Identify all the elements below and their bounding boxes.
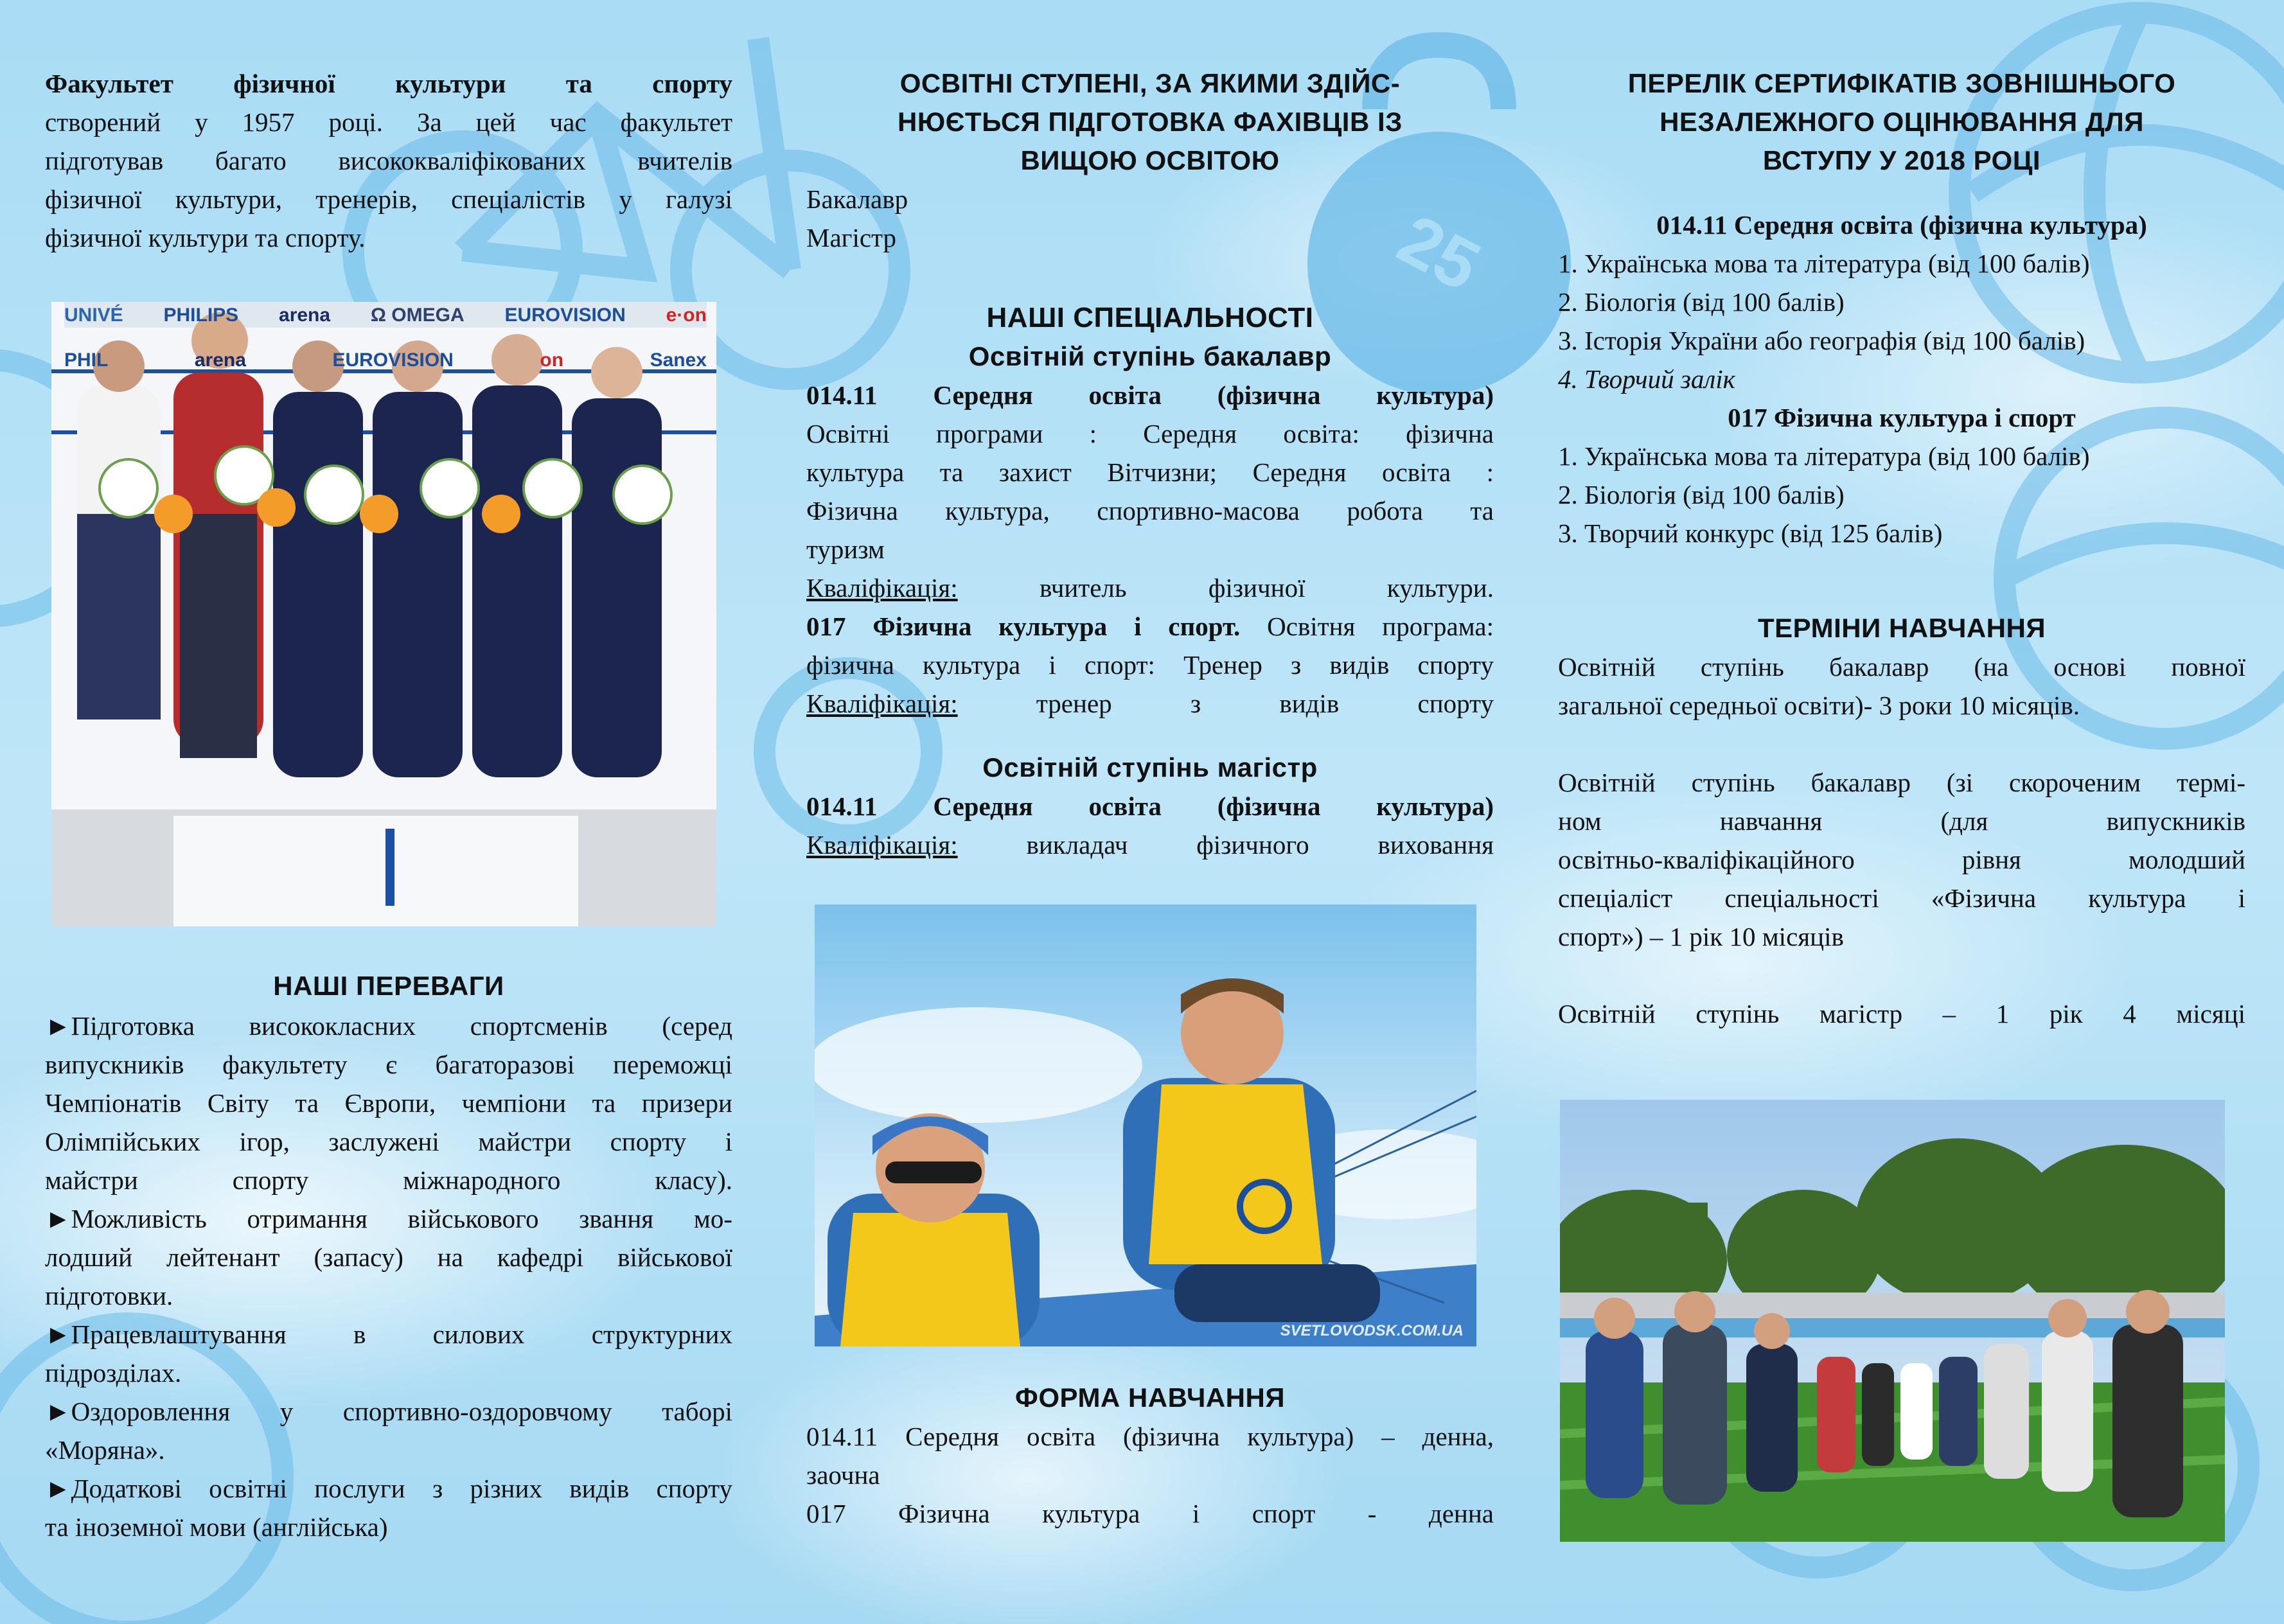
qualification-value: тренер з видів спорту bbox=[1036, 689, 1494, 718]
advantage-line: Олімпійських ігор, заслужені майстри спорту і bbox=[45, 1127, 732, 1156]
study-form-title: ФОРМА НАВЧАННЯ bbox=[1014, 1382, 1286, 1413]
certificate-item: 1. Українська мова та література (від 100 балів) bbox=[1558, 249, 2090, 278]
qualification-line bbox=[806, 825, 1494, 864]
qualification-value: вчитель фізичної культури. bbox=[1039, 573, 1494, 603]
specialties-section bbox=[806, 299, 1494, 864]
sponsor-logo: UNIVÉ bbox=[64, 304, 123, 326]
terms-line: спорт») – 1 рік 10 місяців bbox=[1558, 922, 1844, 951]
study-form-line: заочна bbox=[806, 1460, 880, 1490]
sponsor-logo: e·on bbox=[666, 304, 707, 326]
specialties-title: НАШІ СПЕЦІАЛЬНОСТІ bbox=[986, 302, 1314, 333]
terms-line: Освітній ступінь магістр – 1 рік 4 місяці bbox=[1558, 999, 2245, 1028]
qualification-label: Кваліфікація: bbox=[806, 573, 958, 603]
qualification-line bbox=[806, 684, 1494, 723]
degree-item: Бакалавр bbox=[806, 184, 908, 214]
advantage-line: ►Підготовка висококласних спортсменів (серед bbox=[45, 1011, 732, 1041]
terms-line: освітньо-кваліфікаційного рівня молодший bbox=[1558, 845, 2245, 874]
advantage-line: випускників факультету є багаторазові переможці bbox=[45, 1050, 732, 1079]
certificate-item: 1. Українська мова та література (від 100 балів) bbox=[1558, 441, 2090, 471]
sponsor-logo: Ω OMEGA bbox=[370, 304, 465, 326]
program-line: туризм bbox=[806, 534, 885, 564]
specialty-code: 014.11 Середня освіта (фізична культура) bbox=[806, 380, 1494, 410]
certificates-title: ПЕРЕЛІК СЕРТИФІКАТІВ ЗОВНІШНЬОГО bbox=[1627, 68, 2176, 98]
sailing-photo bbox=[815, 905, 1476, 1346]
sponsor-logo: EUROVISION bbox=[504, 304, 626, 326]
sponsor-logo: Sanex bbox=[650, 349, 707, 371]
advantage-line: ►Додаткові освітні послуги з різних видів спорту bbox=[45, 1474, 732, 1503]
sponsor-row bbox=[64, 304, 707, 326]
intro-section bbox=[45, 64, 732, 257]
certificate-specialty-title: 014.11 Середня освіта (фізична культура) bbox=[1656, 210, 2147, 240]
study-form-line: 014.11 Середня освіта (фізична культура) – денна, bbox=[806, 1422, 1494, 1451]
degrees-section bbox=[806, 64, 1494, 257]
advantage-line: підготовки. bbox=[45, 1281, 173, 1311]
degrees-title: НЮЄТЬСЯ ПІДГОТОВКА ФАХІВЦІВ ІЗ bbox=[898, 107, 1403, 137]
intro-line: підготував багато висококваліфікованих вчителів bbox=[45, 146, 732, 175]
program-line: Фізична культура, спортивно-масова робота та bbox=[806, 496, 1494, 525]
advantage-line: ►Можливість отримання військового звання мо- bbox=[45, 1204, 732, 1233]
advantage-line: підрозділах. bbox=[45, 1358, 182, 1388]
specialty-code: 014.11 Середня освіта (фізична культура) bbox=[806, 791, 1494, 821]
advantage-line: ►Оздоровлення у спортивно-оздоровчому таборі bbox=[45, 1397, 732, 1426]
advantage-line: Чемпіонатів Світу та Європи, чемпіони та призери bbox=[45, 1088, 732, 1118]
certificate-item: 3. Історія України або географія (від 100 балів) bbox=[1558, 326, 2085, 355]
qualification-line bbox=[806, 569, 1494, 607]
advantages-section bbox=[45, 967, 732, 1546]
bachelor-subtitle: Освітній ступінь бакалавр bbox=[968, 341, 1332, 371]
certificate-specialty-title: 017 Фізична культура і спорт bbox=[1728, 403, 2076, 432]
program-line: фізична культура і спорт: Тренер з видів спорту bbox=[806, 650, 1494, 680]
terms-line: ном навчання (для випускників bbox=[1558, 806, 2245, 836]
terms-line: загальної середньої освіти)- 3 роки 10 місяців. bbox=[1558, 691, 2080, 720]
master-subtitle: Освітній ступінь магістр bbox=[982, 752, 1318, 782]
sponsor-logo: PHIL bbox=[64, 349, 109, 371]
photo-watermark: SVETLOVODSK.COM.UA bbox=[1280, 1322, 1464, 1339]
certificates-section bbox=[1558, 64, 2245, 552]
sponsor-logo: on bbox=[540, 349, 564, 371]
advantages-title: НАШІ ПЕРЕВАГИ bbox=[273, 971, 504, 1001]
study-form-line: 017 Фізична культура і спорт - денна bbox=[806, 1499, 1494, 1528]
intro-line bbox=[45, 64, 732, 103]
program-line: Освітні програми : Середня освіта: фізична bbox=[806, 419, 1494, 448]
faculty-name: Факультет фізичної культури та спорту bbox=[45, 69, 732, 98]
terms-line: спеціаліст спеціальності «Фізична культура і bbox=[1558, 883, 2245, 913]
certificate-item: 3. Творчий конкурс (від 125 балів) bbox=[1558, 518, 1943, 548]
degrees-title: ВИЩОЮ ОСВІТОЮ bbox=[1020, 145, 1280, 175]
advantage-line: та іноземної мови (англійська) bbox=[45, 1512, 388, 1542]
specialty-line bbox=[806, 607, 1494, 646]
program-label: Освітня програма: bbox=[1267, 612, 1494, 641]
podium-photo bbox=[51, 302, 716, 926]
terms-title: ТЕРМІНИ НАВЧАННЯ bbox=[1757, 613, 2046, 643]
study-form-section bbox=[806, 1379, 1494, 1533]
kettlebell-number: 25 bbox=[1386, 199, 1492, 306]
sponsor-logo: EUROVISION bbox=[332, 349, 454, 371]
certificates-title: ВСТУПУ У 2018 РОЦІ bbox=[1762, 145, 2041, 175]
terms-line: Освітній ступінь бакалавр (зі скороченим термі- bbox=[1558, 768, 2245, 797]
specialty-code: 017 Фізична культура і спорт. bbox=[806, 612, 1241, 641]
advantage-line: майстри спорту міжнародного класу). bbox=[45, 1165, 732, 1195]
qualification-value: викладач фізичного виховання bbox=[1026, 830, 1494, 860]
sponsor-logo: PHILIPS bbox=[163, 304, 239, 326]
advantage-line: лодший лейтенант (запасу) на кафедрі військової bbox=[45, 1242, 732, 1272]
terms-line: Освітній ступінь бакалавр (на основі повної bbox=[1558, 652, 2245, 682]
certificates-title: НЕЗАЛЕЖНОГО ОЦІНЮВАННЯ ДЛЯ bbox=[1660, 107, 2144, 137]
certificate-item: 4. Творчий залік bbox=[1558, 364, 1735, 394]
qualification-label: Кваліфікація: bbox=[806, 689, 958, 718]
sponsor-logo: arena bbox=[194, 349, 246, 371]
certificate-item: 2. Біологія (від 100 балів) bbox=[1558, 287, 1845, 317]
sponsor-logo: arena bbox=[279, 304, 331, 326]
degree-item: Магістр bbox=[806, 223, 896, 252]
qualification-label: Кваліфікація: bbox=[806, 830, 958, 860]
terms-section bbox=[1558, 609, 2245, 1033]
certificate-item: 2. Біологія (від 100 балів) bbox=[1558, 480, 1845, 509]
program-line: культура та захист Вітчизни; Середня освіта : bbox=[806, 457, 1494, 487]
advantage-line: «Моряна». bbox=[45, 1435, 165, 1465]
intro-line: фізичної культури та спорту. bbox=[45, 223, 366, 252]
stadium-photo bbox=[1560, 1100, 2225, 1542]
intro-line: фізичної культури, тренерів, спеціалістів у галузі bbox=[45, 184, 732, 214]
degrees-title: ОСВІТНІ СТУПЕНІ, ЗА ЯКИМИ ЗДІЙС- bbox=[899, 68, 1401, 98]
sponsor-row bbox=[64, 349, 707, 371]
advantage-line: ►Працевлаштування в силових структурних bbox=[45, 1320, 732, 1349]
intro-line: створений у 1957 році. За цей час факультет bbox=[45, 107, 732, 137]
